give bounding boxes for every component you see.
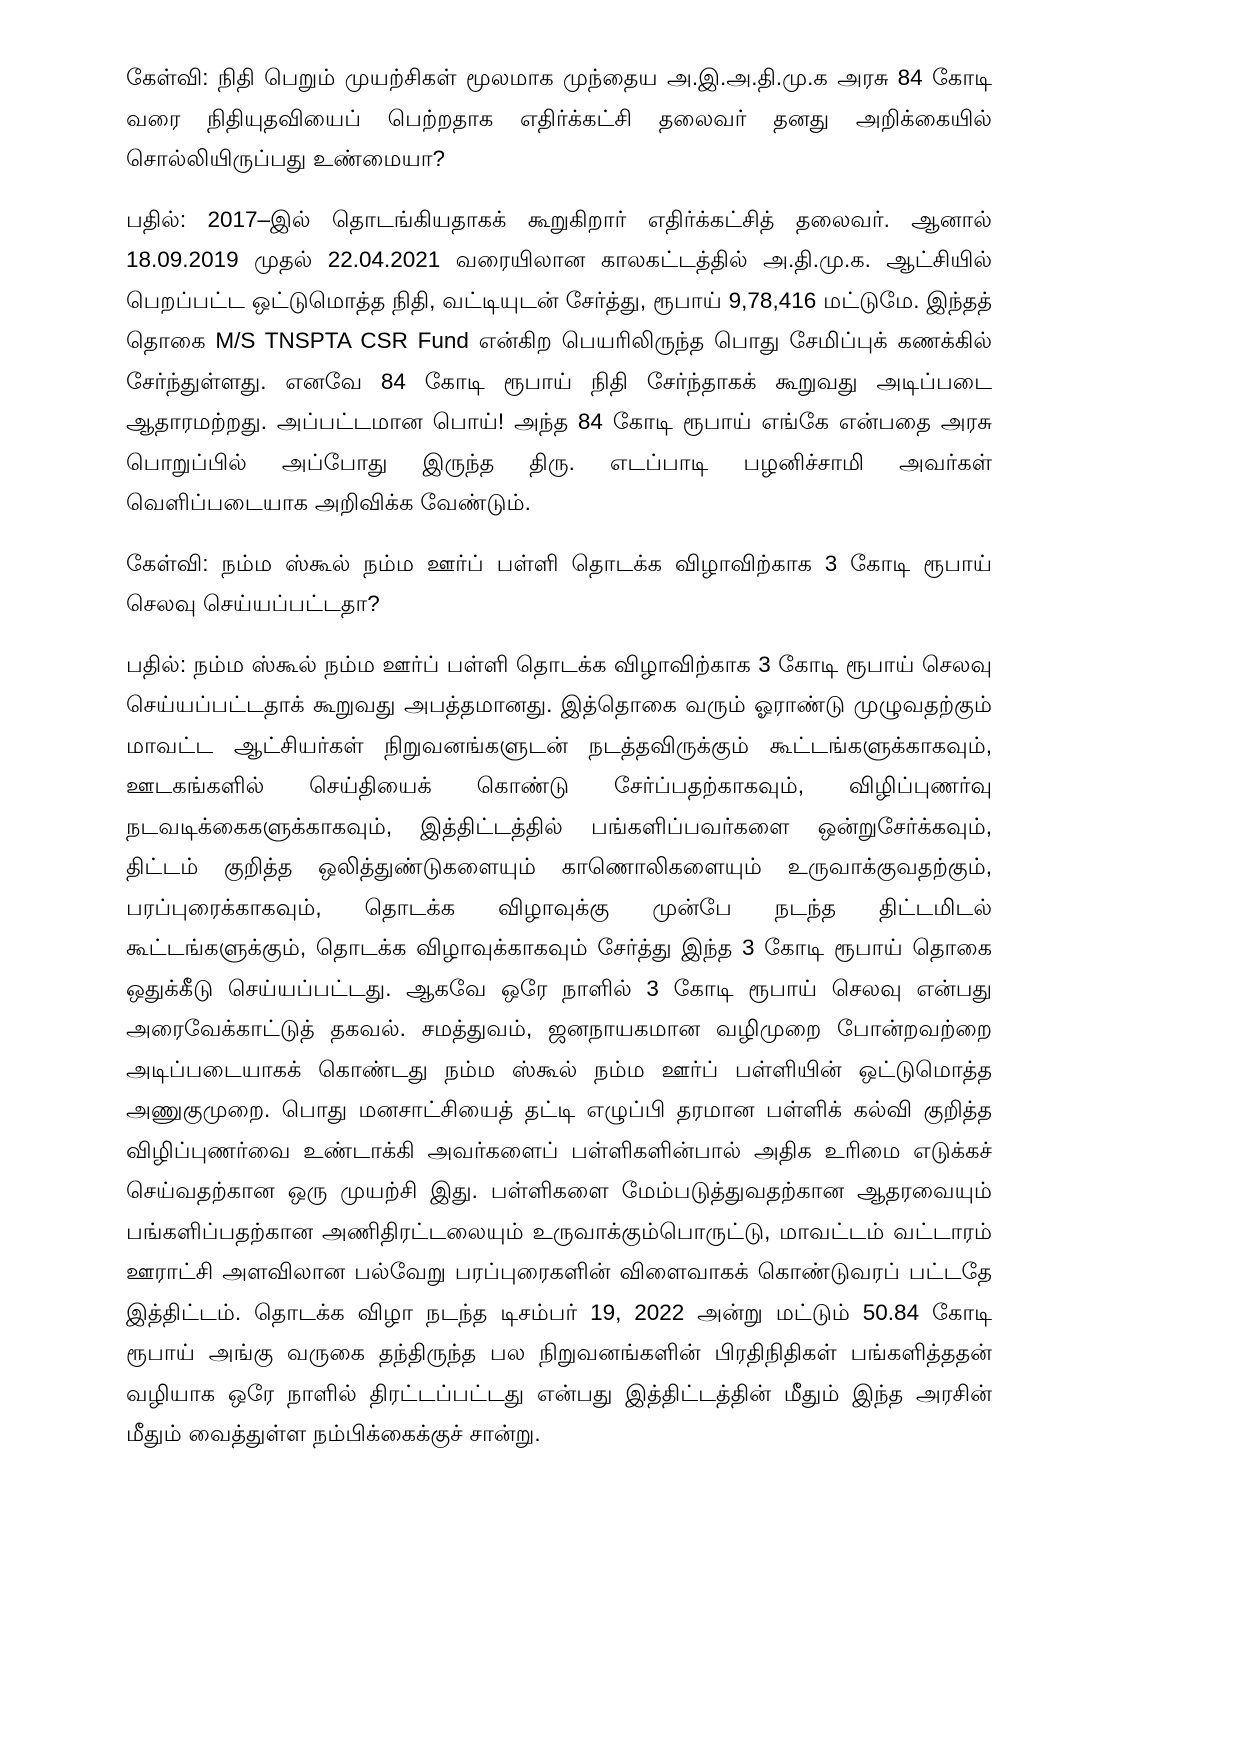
answer-paragraph-2: பதில்: நம்ம ஸ்கூல் நம்ம ஊர்ப் பள்ளி தொடக்க விழாவிற்காக 3 கோடி ரூபாய் செலவு செய்யப்பட்டதாக் கூறுவது அபத்தமானது. இத்தொகை வரும் ஓராண்டு முழுவதற்கும் மாவட்ட ஆட்சியர்கள் நிறுவனங்களுடன் நடத்தவிருக்கும் கூட்டங்களுக்காகவும், ஊடகங்களில் செய்தியைக் கொண்டு சேர்ப்பதற்காகவும், விழிப்புணர்வு நடவடிக்கைகளுக்காகவும், இத்திட்டத்தில் பங்களிப்பவர்களை ஒன்றுசேர்க்கவும், திட்டம் குறித்த ஒலித்துண்டுகளையும் காணொலிகளையும் உருவாக்குவதற்கும், பரப்புரைக்காகவும், தொடக்க விழாவுக்கு முன்பே நடந்த திட்டமிடல் கூட்டங்களுக்கும், தொடக்க விழாவுக்காகவும் சேர்த்து இந்த 3 கோடி ரூபாய் தொகை ஒதுக்கீடு செய்யப்பட்டது. ஆகவே ஒரே நாளில் 3 கோடி ரூபாய் செலவு என்பது அரைவேக்காட்டுத் தகவல். சமத்துவம், ஜனநாயகமான வழிமுறை போன்றவற்றை அடிப்படையாகக் கொண்டது நம்ம ஸ்கூல் நம்ம ஊர்ப் பள்ளியின் ஒட்டுமொத்த அணுகுமுறை. பொது மனசாட்சியைத் தட்டி எழுப்பி தரமான பள்ளிக் கல்வி குறித்த விழிப்புணர்வை உண்டாக்கி அவர்களைப் பள்ளிகளின்பால் அதிக உரிமை எடுக்கச் செய்வதற்கான ஒரு முயற்சி இது. பள்ளிகளை மேம்படுத்துவதற்கான ஆதரவையும் பங்களிப்பதற்கான அணிதிரட்டலையும் உருவாக்கும்பொருட்டு, மாவட்டம் வட்டாரம் ஊராட்சி அளவிலான பல்வேறு பரப்புரைகளின் விளைவாகக் கொண்டுவரப் பட்டதே இத்திட்டம். தொடக்க விழா நடந்த டிசம்பர் 19, 2022 அன்று மட்டும் 50.84 கோடி ரூபாய் அங்கு வருகை தந்திருந்த பல நிறுவனங்களின் பிரதிநிதிகள் பங்களித்ததன் வழியாக ஒரே நாளில் திரட்டப்பட்டது என்பது இத்திட்டத்தின் மீதும் இந்த அரசின் மீதும் வைத்துள்ள நம்பிக்கைக்குச் சான்று. (126, 651, 992, 1446)
document-body (126, 58, 992, 1455)
answer-paragraph-1: பதில்: 2017–இல் தொடங்கியதாகக் கூறுகிறார் எதிர்க்கட்சித் தலைவர். ஆனால் 18.09.2019 முதல் 22.04.2021 வரையிலான காலகட்டத்தில் அ.தி.மு.க. ஆட்சியில் பெறப்பட்ட ஒட்டுமொத்த நிதி, வட்டியுடன் சேர்த்து, ரூபாய் 9,78,416 மட்டுமே. இந்தத் தொகை M/S TNSPTA CSR Fund என்கிற பெயரிலிருந்த பொது சேமிப்புக் கணக்கில் சேர்ந்துள்ளது. எனவே 84 கோடி ரூபாய் நிதி சேர்ந்தாகக் கூறுவது அடிப்படை ஆதாரமற்றது. அப்பட்டமான பொய்! அந்த 84 கோடி ரூபாய் எங்கே என்பதை அரசு பொறுப்பில் அப்போது இருந்த திரு. எடப்பாடி பழனிச்சாமி அவர்கள் வெளிப்படையாக அறிவிக்க வேண்டும். (126, 206, 992, 515)
question-paragraph-2: கேள்வி: நம்ம ஸ்கூல் நம்ம ஊர்ப் பள்ளி தொடக்க விழாவிற்காக 3 கோடி ரூபாய் செலவு செய்யப்பட்டதா? (126, 550, 992, 616)
question-paragraph-1: கேள்வி: நிதி பெறும் முயற்சிகள் மூலமாக முந்தைய அ.இ.அ.தி.மு.க அரசு 84 கோடி வரை நிதியுதவியைப் பெற்றதாக எதிர்க்கட்சி தலைவர் தனது அறிக்கையில் சொல்லியிருப்பது உண்மையா? (126, 65, 992, 171)
